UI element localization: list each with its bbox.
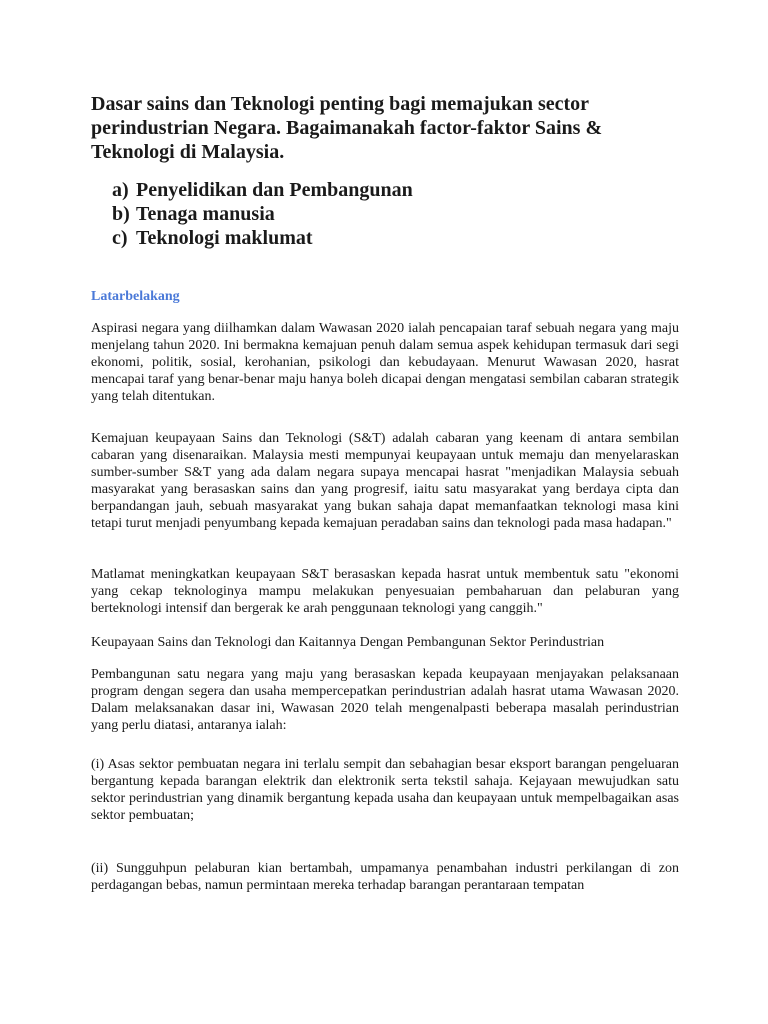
- topic-item: [112, 226, 413, 250]
- document-title: Dasar sains dan Teknologi penting bagi memajukan sector perindustrian Negara. Bagaimanakah factor-faktor Sains & Teknologi di Malaysia.: [91, 93, 603, 163]
- paragraph: (ii) Sungguhpun pelaburan kian bertambah, umpamanya penambahan industri perkilangan di zon perdagangan bebas, namun permintaan mereka terhadap barangan perantaraan tempatan: [91, 861, 679, 893]
- topic-label: Teknologi maklumat: [136, 227, 313, 249]
- paragraph: Matlamat meningkatkan keupayaan S&T berasaskan kepada hasrat untuk membentuk satu "ekonomi yang cekap teknologinya mampu melakukan penyesuaian pembaharuan dan pelaburan yang berteknologi intensif dan bergerak ke arah penggunaan teknologi yang canggih.": [91, 567, 679, 616]
- paragraph: Pembangunan satu negara yang maju yang berasaskan kepada keupayaan menjayakan pelaksanaan program dengan segera dan usaha mempercepatkan perindustrian adalah hasrat utama Wawasan 2020. Dalam melaksanakan dasar ini, Wawasan 2020 telah mengenalpasti beberapa masalah perindustrian yang perlu diatasi, antaranya ialah:: [91, 667, 679, 733]
- topic-label: Penyelidikan dan Pembangunan: [136, 179, 413, 201]
- topic-item: [112, 202, 413, 226]
- section-heading: Latarbelakang: [91, 289, 180, 304]
- topic-marker: c): [112, 227, 128, 249]
- subheading-paragraph: Keupayaan Sains dan Teknologi dan Kaitannya Dengan Pembangunan Sektor Perindustrian: [91, 635, 605, 650]
- topic-item: [112, 178, 413, 202]
- topic-marker: a): [112, 179, 129, 201]
- paragraph: (i) Asas sektor pembuatan negara ini terlalu sempit dan sebahagian besar eksport barangan pengeluaran bergantung kepada barangan elektrik dan elektronik serta tekstil sahaja. Kejayaan mewujudkan satu sektor perindustrian yang dinamik bergantung kepada usaha dan keupayaan untuk mempelbagaikan asas sektor pembuatan;: [91, 757, 679, 823]
- topic-list: [112, 178, 413, 250]
- topic-marker: b): [112, 203, 130, 225]
- topic-label: Tenaga manusia: [136, 203, 275, 225]
- paragraph: Kemajuan keupayaan Sains dan Teknologi (S&T) adalah cabaran yang keenam di antara sembilan cabaran yang disenaraikan. Malaysia mesti mempunyai keupayaan untuk memaju dan menyelaraskan sumber-sumber S&T yang ada dalam negara supaya mencapai hasrat "menjadikan Malaysia sebuah masyarakat yang berasaskan sains dan yang progresif, iaitu satu masyarakat yang berdaya cipta dan berpandangan jauh, sebuah masyarakat yang bukan sahaja dapat memanfaatkan teknologi masa kini tetapi turut menjadi penyumbang kepada kemajuan peradaban sains dan teknologi pada masa hadapan.": [91, 431, 679, 531]
- paragraph: Aspirasi negara yang diilhamkan dalam Wawasan 2020 ialah pencapaian taraf sebuah negara yang maju menjelang tahun 2020. Ini bermakna kemajuan penuh dalam semua aspek kehidupan termasuk dari segi ekonomi, politik, sosial, kerohanian, psikologi dan kebudayaan. Menurut Wawasan 2020, hasrat mencapai taraf yang benar-benar maju hanya boleh dicapai dengan mengatasi sembilan cabaran strategik yang telah ditentukan.: [91, 321, 679, 404]
